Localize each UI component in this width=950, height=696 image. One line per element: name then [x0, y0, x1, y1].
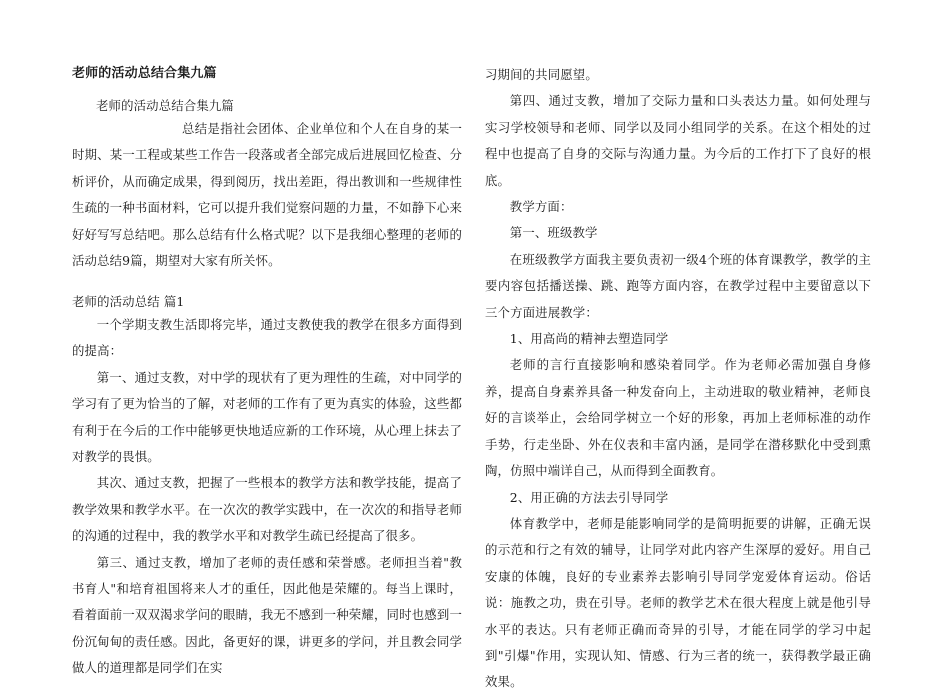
paragraph: 老师的言行直接影响和感染着同学。作为老师必需加强自身修养，提高自身素养具备一种发奋向上，主动进取的敬业精神，老师良好的言谈举止，会给同学树立一个好的形象，再加上老师标准的动作手势，行走坐卧、外在仪表和丰富内涵，是同学在潜移默化中受到熏陶，仿照中端详自己，从而得到全面教育。	[485, 357, 871, 479]
paragraph: 在班级教学方面我主要负责初一级4个班的体育课教学，教学的主要内容包括播送操、跳、跑等方面内容，在教学过程中主要留意以下三个方面进展教学：	[485, 251, 871, 320]
document-subtitle: 老师的活动总结合集九篇	[96, 98, 234, 113]
paragraph: 第三、通过支教，增加了老师的责任感和荣誉感。老师担当着"教书育人"和培育祖国将来人才的重任，因此他是荣耀的。每当上课时，看着面前一双双渴求学问的眼睛，我无不感到一种荣耀，同时也感到一份沉甸甸的责任感。因此，备更好的课，讲更多的学问，并且教会同学做人的道理都是同学们在实	[72, 554, 462, 676]
paragraph: 1、用高尚的精神去塑造同学	[509, 331, 669, 347]
paragraph: 其次、通过支教，把握了一些根本的教学方法和教学技能，提高了教学效果和教学水平。在一次次的教学实践中，在一次次的和指导老师的沟通的过程中，我的教学水平和对教学生疏已经提高了很多。	[72, 475, 462, 544]
intro-paragraph: 总结是指社会团体、企业单位和个人在自身的某一时期、某一工程或某些工作告一段落或者全部完成后进展回忆检查、分析评价，从而确定成果，得到阅历，找出差距，得出教训和一些规律性生疏的一种书面材料，它可以提升我们觉察问题的力量，不如静下心来好好写写总结吧。那么总结有什么格式呢？以下是我细心整理的老师的活动总结9篇，期望对大家有所关怀。	[72, 121, 462, 269]
left-body	[72, 312, 462, 682]
document-title: 老师的活动总结合集九篇	[72, 66, 217, 81]
right-body	[485, 62, 871, 696]
paragraph: 第一、班级教学	[509, 225, 598, 241]
paragraph: 习期间的共同愿望。	[485, 67, 598, 82]
paragraph: 一个学期支教生活即将完毕，通过支教使我的教学在很多方面得到的提高：	[72, 317, 462, 359]
paragraph: 教学方面：	[509, 199, 573, 215]
paragraph: 第一、通过支教，对中学的现状有了更为理性的生疏，对中同学的学习有了更为恰当的了解，对老师的工作有了更为真实的体验，这些都有利于在今后的工作中能够更快地适应新的工作环境，从心理上抹去了对教学的畏惧。	[72, 369, 462, 465]
intro-block	[72, 116, 462, 274]
paragraph: 体育教学中，老师是能影响同学的是简明扼要的讲解，正确无误的示范和行之有效的辅导，让同学对此内容产生深厚的爱好。用自己安康的体魄，良好的专业素养去影响引导同学宠爱体育运动。俗话说：施教之功，贵在引导。老师的教学艺术在很大程度上就是他引导水平的表达。只有老师正确而奇异的引导，才能在同学的学习中起到"引爆"作用，实现认知、情感、行为三者的统一，获得教学最正确效果。	[485, 515, 871, 690]
paragraph: 2、用正确的方法去引导同学	[509, 489, 669, 505]
section-heading: 老师的活动总结 篇1	[72, 294, 185, 309]
paragraph: 第四、通过支教，增加了交际力量和口头表达力量。如何处理与实习学校领导和老师、同学以及同小组同学的关系。在这个相处的过程中也提高了自身的交际与沟通力量。为今后的工作打下了良好的根底。	[485, 93, 871, 188]
